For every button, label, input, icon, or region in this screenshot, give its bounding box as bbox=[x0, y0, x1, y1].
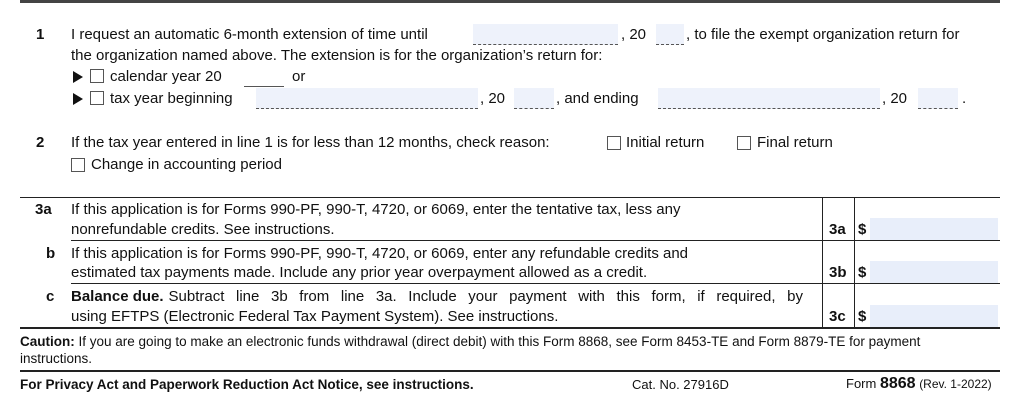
divider bbox=[20, 197, 1000, 198]
line-3a-ref: 3a bbox=[829, 221, 846, 238]
divider bbox=[71, 240, 1000, 241]
top-rule bbox=[20, 0, 1000, 3]
balance-due-label: Balance due. bbox=[71, 288, 164, 305]
line-1-text-2: the organization named above. The extension is for the organization’s return for: bbox=[71, 47, 603, 64]
form-revision: (Rev. 1-2022) bbox=[919, 377, 992, 391]
divider bbox=[71, 283, 1000, 284]
beginning-year-field[interactable] bbox=[514, 88, 554, 109]
line-3a-text-2: nonrefundable credits. See instructions. bbox=[71, 221, 335, 238]
divider bbox=[20, 370, 1000, 372]
initial-return-label: Initial return bbox=[626, 134, 705, 151]
period: . bbox=[962, 90, 967, 107]
extension-date-field[interactable] bbox=[473, 24, 618, 45]
calendar-year-checkbox[interactable] bbox=[90, 69, 104, 83]
column-divider bbox=[822, 198, 823, 328]
caution-text bbox=[20, 333, 920, 351]
dollar-sign: $ bbox=[858, 308, 867, 325]
caution-text-2: instructions. bbox=[20, 351, 93, 366]
comma-20: , 20 bbox=[882, 90, 908, 107]
comma-20: , 20 bbox=[621, 26, 647, 43]
line-3a-number: 3a bbox=[35, 201, 52, 218]
line-2-text: If the tax year entered in line 1 is for less than 12 months, check reason: bbox=[71, 134, 550, 151]
line-1-text: I request an automatic 6-month extension of time until bbox=[71, 26, 428, 43]
line-3b-number: b bbox=[46, 245, 56, 262]
initial-return-checkbox[interactable] bbox=[607, 136, 621, 150]
tax-year-checkbox[interactable] bbox=[90, 91, 104, 105]
calendar-year-label: calendar year 20 bbox=[110, 68, 222, 85]
calendar-year-field[interactable] bbox=[244, 66, 284, 87]
column-divider bbox=[854, 198, 855, 328]
line-3a-text: If this application is for Forms 990-PF, 990-T, 4720, or 6069, enter the tentative tax, less any bbox=[71, 201, 681, 218]
privacy-notice: For Privacy Act and Paperwork Reduction Act Notice, see instructions. bbox=[20, 377, 474, 392]
line-3b-text-2: estimated tax payments made. Include any prior year overpayment allowed as a credit. bbox=[71, 264, 648, 281]
extension-year-field[interactable] bbox=[656, 24, 684, 45]
tax-year-label: tax year beginning bbox=[110, 90, 233, 107]
line-1-number: 1 bbox=[36, 26, 45, 43]
line-2-number: 2 bbox=[36, 134, 45, 151]
form-id bbox=[846, 375, 992, 393]
line-3a-amount-field[interactable] bbox=[870, 218, 998, 240]
divider bbox=[20, 327, 1000, 329]
tax-year-beginning-field[interactable] bbox=[256, 88, 478, 109]
line-3c-amount-field[interactable] bbox=[870, 305, 998, 327]
line-3b-ref: 3b bbox=[829, 264, 847, 281]
ending-year-field[interactable] bbox=[918, 88, 958, 109]
line-1-text-cont: , to file the exempt organization return for bbox=[686, 26, 960, 43]
comma-20: , 20 bbox=[480, 90, 506, 107]
form-number: 8868 bbox=[879, 375, 916, 392]
or-label: or bbox=[292, 68, 306, 85]
dollar-sign: $ bbox=[858, 264, 867, 281]
line-3c-text: Subtract line 3b from line 3a. Include your payment with this form, if required, by bbox=[168, 288, 803, 305]
line-3c-text-2: using EFTPS (Electronic Federal Tax Payment System). See instructions. bbox=[71, 308, 559, 325]
line-3c-ref: 3c bbox=[829, 308, 846, 325]
and-ending-label: , and ending bbox=[556, 90, 639, 107]
tax-year-ending-field[interactable] bbox=[658, 88, 880, 109]
change-accounting-period-label: Change in accounting period bbox=[91, 156, 282, 173]
dollar-sign: $ bbox=[858, 221, 867, 238]
final-return-label: Final return bbox=[757, 134, 833, 151]
arrow-icon bbox=[73, 93, 83, 105]
form-prefix: Form bbox=[846, 376, 877, 391]
final-return-checkbox[interactable] bbox=[737, 136, 751, 150]
line-3b-amount-field[interactable] bbox=[870, 261, 998, 283]
caution-body: If you are going to make an electronic funds withdrawal (direct debit) with this Form 8868, see Form 8453-TE and Form 8879-TE for payment bbox=[78, 334, 921, 349]
change-accounting-period-checkbox[interactable] bbox=[71, 158, 85, 172]
arrow-icon bbox=[73, 71, 83, 83]
line-3c-text-row bbox=[71, 288, 803, 306]
line-3c-number: c bbox=[46, 288, 55, 305]
line-3b-text: If this application is for Forms 990-PF, 990-T, 4720, or 6069, enter any refundable credits and bbox=[71, 245, 689, 262]
catalog-number: Cat. No. 27916D bbox=[632, 377, 729, 392]
caution-label: Caution: bbox=[20, 334, 75, 349]
